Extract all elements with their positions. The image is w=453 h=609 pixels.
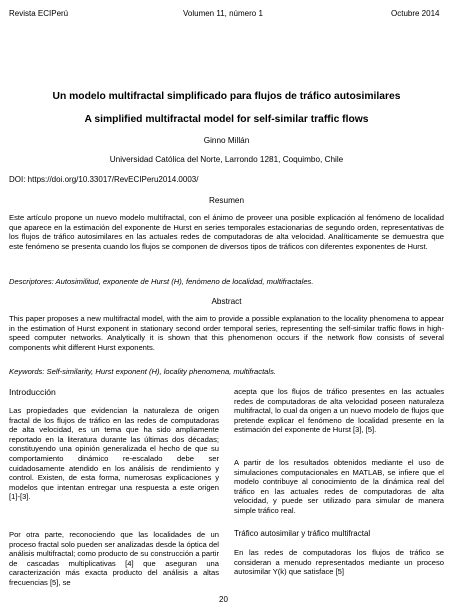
section-subheading: Tráfico autosimilar y tráfico multifractal xyxy=(234,529,371,538)
intro-paragraph-2: Por otra parte, reconociendo que las localidades de un proceso fractal solo pueden ser analizadas desde la óptica del análisis multifractal; como producto de su construcción a partir de cascadas multiplicativas [4] que aseguran una caracterización más exacta producto del análisis a altas frecuencias [5], se xyxy=(9,530,219,587)
resumen-heading: Resumen xyxy=(208,196,245,205)
abstract-text: This paper proposes a new multifractal model, with the aim to provide a possible explanation to the locality phenomena to appear in the estimation of Hurst exponent in stationary second order temporal series, representing the self-similar traffic flows in high-speed computer networks. Analytically it is shown that this phenomenon occurs if the network flow consists of several components whit different Hurst exponents. xyxy=(9,314,444,352)
title-english: A simplified multifractal model for self-similar traffic flows xyxy=(84,114,369,125)
abstract-keywords: Keywords: Self-similarity, Hurst exponent (H), locality phenomena, multifractals. xyxy=(9,367,277,376)
page-number: 20 xyxy=(219,595,228,604)
intro-paragraph-1: Las propiedades que evidencian la naturaleza de origen fractal de los flujos de tráfico en las redes de computadoras de alta velocidad, es un tema que ha sido ampliamente reportado en la literatura durante las últimas dos décadas; constituyendo una opinión generalizada el hecho de que su comportamiento dinámico re-escalado debe ser cuidadosamente atendido en los análisis de rendimiento y control. Existen, de esta forma, numerosas explicaciones y modelos que intentan entregar una respuesta a este origen [1]-[3]. xyxy=(9,406,219,502)
resumen-keywords: Descriptores: Autosimilitud, exponente de Hurst (H), fenómeno de localidad, multifractales. xyxy=(9,277,314,286)
right-paragraph-3: En las redes de computadoras los flujos de tráfico se consideran a menudo representados mediante un proceso autosimilar Y(k) que satisface [5] xyxy=(234,548,444,577)
abstract-heading: Abstract xyxy=(211,297,242,306)
intro-heading: Introducción xyxy=(9,387,56,397)
affiliation: Universidad Católica del Norte, Larrondo 1281, Coquimbo, Chile xyxy=(109,155,344,164)
resumen-text: Este artículo propone un nuevo modelo multifractal, con el ánimo de proveer una posible explicación al fenómeno de localidad que aparece en la estimación del exponente de Hurst en series temporales estacionarias de segundo orden, representativas de los flujos de tráfico autosimilares en las actuales redes de computadoras de alta velocidad. Analíticamente se demuestra que este fenómeno se presenta cuando los flujos se componen de diversos tipos de tráficos con diferentes exponentes de Hurst. xyxy=(9,213,444,251)
right-paragraph-2: A partir de los resultados obtenidos mediante el uso de simulaciones computacionales en MATLAB, se infiere que el modelo contribuye al conocimiento de la dinámica real del tráfico en las actuales redes de computadoras de alta velocidad, y puede ser utilizado para simular de manera simple tráfico real. xyxy=(234,458,444,515)
author: Ginno Millán xyxy=(203,136,250,145)
right-paragraph-1: acepta que los flujos de tráfico presentes en las actuales redes de computadoras de alta velocidad poseen naturaleza multifractal, lo cual da origen a un nuevo modelo de flujos que pretende explicar el fenómeno de localidad presente en la estimación del exponente de Hurst [3], [5]. xyxy=(234,387,444,435)
issue-date: Octubre 2014 xyxy=(391,9,440,18)
volume-info: Volumen 11, número 1 xyxy=(183,9,263,18)
journal-name: Revista ECIPerú xyxy=(9,9,69,18)
doi[interactable]: DOI: https://doi.org/10.33017/RevECIPeru2014.0003/ xyxy=(9,175,199,184)
title-spanish: Un modelo multifractal simplificado para flujos de tráfico autosimilares xyxy=(52,91,401,102)
